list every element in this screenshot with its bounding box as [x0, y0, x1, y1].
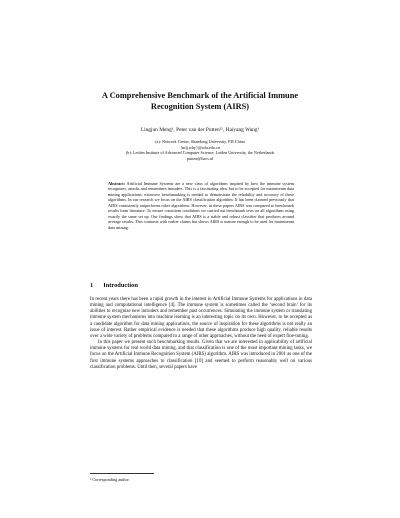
paragraph: In this paper we present such benchmarking results. Given that we are interested in applicability of artificial immune systems for real world data mining, and that classification is one of the most important mining tasks, we focus on the Artificial Immune Recognition System (AIRS) algorithm. AIRS was introduced in 2001 as one of the first immune systems approaches to classification [10] and seemed to perform reasonably well on various classification problems. Until then, several papers have — [90, 340, 312, 370]
paragraph: In recent years there has been a rapid growth in the interest in Artificial Immune Systems for applications in data mining and computational intelligence [4]. The immune system is sometimes called the ‘second brain’ for its abilities to recognize new intruders and remember past occurrences. Simulating the immune system or translating immune system mechanisms into machine learning is an interesting topic on its own. However, to be accepted as a candidate algorithm for data mining applications, the source of inspiration for these algorithms is not really an issue of interest. Rather empirical evidence is needed that these algorithms produce high quality, reliable results over a wide variety of problems compared to a range of other approaches, without the need of expert fine-tuning. — [90, 297, 312, 339]
abstract — [108, 181, 294, 230]
affiliation-a-email: {mlj,why}@sdu.edu.cn — [180, 144, 220, 150]
affiliation-b: (b): Leiden Institute of Advanced Computer Science, Leiden University, the Netherlands — [125, 150, 275, 156]
authors: Lingjun Meng¹, Peter van der Putten²¹, Haiyang Wang¹ — [140, 127, 260, 133]
title-line-1: A Comprehensive Benchmark of the Artificial Immune — [101, 91, 299, 100]
affiliation-a: (a): Network Center, Shandong University, P.R.China — [155, 139, 245, 144]
introduction-body — [90, 297, 312, 371]
abstract-text: Artificial Immune Systems are a new class of algorithms inspired by how the immune system recognizes, attacks and remembers intruders. This is a fascinating idea, but to be accepted for mainstream data mining applications, extensive benchmarking is needed to demonstrate the reliability and accuracy of these algorithms. In our research we focus on the AIRS classification algorithm. It has been claimed previously that AIRS consistently outperforms other algorithms. However, in these papers AIRS was compared to benchmark results from literature. To ensure consistent conditions we carried out benchmark tests on all algorithms using exactly the same set up. Our findings show that AIRS is a stable and robust classifier that produces around average results. This contrasts with earlier claims but shows AIRS is mature enough to be used for mainstream data mining. — [108, 181, 294, 230]
affiliation-b-email: putten@liacs.nl — [186, 155, 214, 161]
footnote: ¹ Corresponding author — [90, 477, 129, 482]
affiliations — [60, 139, 340, 161]
abstract-label: Abstract: — [108, 181, 125, 186]
title-line-2: Recognition System (AIRS) — [150, 102, 250, 111]
paper-title — [60, 90, 340, 112]
section-number: 1 — [90, 282, 94, 289]
section-heading — [90, 282, 148, 289]
footnote-divider — [90, 473, 154, 474]
section-title: Introduction — [103, 282, 138, 289]
